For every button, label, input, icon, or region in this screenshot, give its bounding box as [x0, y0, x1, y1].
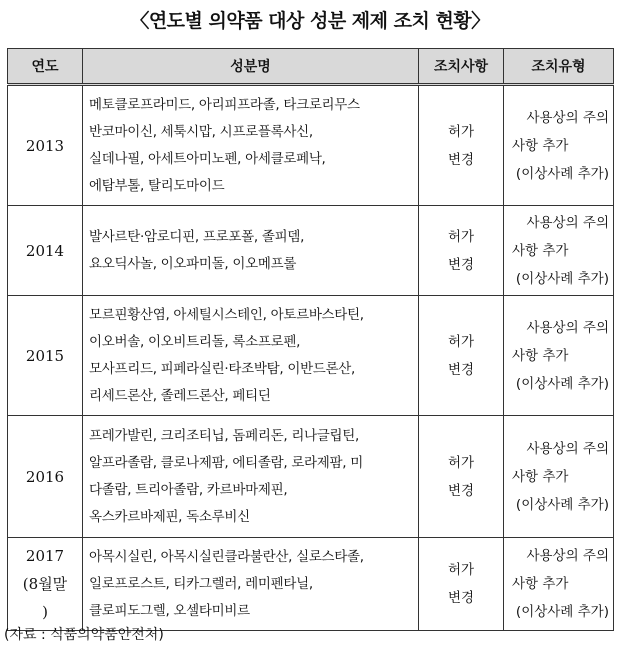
action-type-line: 사용상의 주의 — [526, 214, 609, 231]
action-type-line: 사용상의 주의 — [526, 548, 609, 564]
ingredient-line: 반코마이신, 세툭시맙, 시프로플록사신, — [89, 123, 313, 140]
year-line: 2017 — [25, 547, 65, 565]
header-row — [8, 49, 614, 85]
action-cell — [419, 206, 504, 296]
header-action-type: 조치유형 — [504, 49, 614, 85]
ingredients-cell — [83, 538, 419, 631]
action-line: 허가 — [447, 123, 475, 140]
year-cell — [8, 85, 83, 206]
header-year: 연도 — [8, 49, 83, 85]
table-row — [8, 416, 614, 538]
year-line: 2014 — [25, 241, 65, 260]
year-cell — [8, 296, 83, 416]
action-type-line: (이상사례 추가) — [515, 604, 609, 620]
action-type-line: 사항 추가 — [512, 347, 569, 364]
action-line: 변경 — [447, 361, 475, 378]
ingredient-line: 알프라졸람, 클로나제팜, 에티졸람, 로라제팜, 미 — [89, 454, 364, 471]
year-line: 2013 — [25, 136, 65, 155]
year-line: (8월말 — [22, 575, 68, 593]
action-line: 허가 — [447, 333, 475, 350]
year-cell — [8, 538, 83, 631]
ingredient-line: 클로피도그렐, 오셀타미비르 — [89, 602, 250, 619]
header-action: 조치사항 — [419, 49, 504, 85]
action-line: 허가 — [447, 562, 475, 578]
action-type-cell — [504, 85, 614, 206]
ingredient-line: 옥스카르바제핀, 독소루비신 — [89, 508, 250, 525]
action-type-cell — [504, 296, 614, 416]
ingredients-cell — [83, 206, 419, 296]
action-type-line: 사항 추가 — [512, 576, 569, 592]
action-cell — [419, 85, 504, 206]
table-row — [8, 538, 614, 631]
action-type-line: 사항 추가 — [512, 468, 569, 485]
action-type-line: (이상사례 추가) — [515, 375, 609, 392]
action-line: 허가 — [447, 454, 475, 471]
ingredients-cell — [83, 296, 419, 416]
ingredient-line: 프레가발린, 크리조티닙, 돔페리돈, 리나글립틴, — [89, 427, 360, 444]
ingredient-line: 모사프리드, 피페라실린·타조박탐, 이반드론산, — [89, 360, 356, 377]
status-table — [7, 48, 614, 631]
action-type-cell — [504, 206, 614, 296]
header-ingredients: 성분명 — [83, 49, 419, 85]
ingredient-line: 발사르탄·암로디핀, 프로포폴, 졸피뎀, — [89, 228, 305, 245]
source-note: (자료 : 식품의약품안전처) — [4, 627, 164, 643]
ingredient-line: 요오딕사놀, 이오파미돌, 이오메프롤 — [89, 255, 297, 272]
action-line: 허가 — [447, 228, 475, 245]
action-type-cell — [504, 538, 614, 631]
page-title: 〈연도별 의약품 대상 성분 제제 조치 현황〉 — [130, 10, 490, 32]
ingredients-cell — [83, 85, 419, 206]
action-cell — [419, 416, 504, 538]
ingredient-line: 실데나필, 아세트아미노펜, 아세클로페낙, — [89, 150, 326, 167]
action-type-line: (이상사례 추가) — [515, 496, 609, 513]
ingredient-line: 다졸람, 트리아졸람, 카르바마제핀, — [89, 481, 288, 498]
ingredient-line: 이오버솔, 이오비트리돌, 록소프로펜, — [89, 333, 301, 350]
action-line: 변경 — [447, 151, 475, 168]
ingredient-line: 리세드론산, 졸레드론산, 페티딘 — [89, 387, 271, 404]
action-type-line: 사용상의 주의 — [526, 440, 609, 457]
action-line: 변경 — [447, 590, 475, 606]
ingredients-cell — [83, 416, 419, 538]
ingredient-line: 일로프로스트, 티카그렐러, 레미펜타닐, — [89, 575, 313, 592]
year-line: ) — [42, 603, 48, 621]
table-row — [8, 85, 614, 206]
action-type-cell — [504, 416, 614, 538]
action-type-line: (이상사례 추가) — [515, 165, 609, 182]
action-type-line: 사용상의 주의 — [526, 109, 609, 126]
year-line: 2015 — [25, 346, 65, 365]
action-type-line: (이상사례 추가) — [515, 270, 609, 287]
action-cell — [419, 296, 504, 416]
action-line: 변경 — [447, 256, 475, 273]
ingredient-line: 에탐부톨, 탈리도마이드 — [89, 177, 225, 194]
year-cell — [8, 416, 83, 538]
action-cell — [419, 538, 504, 631]
year-line: 2016 — [25, 467, 65, 486]
table-row — [8, 206, 614, 296]
ingredient-line: 모르핀황산염, 아세틸시스테인, 아토르바스타틴, — [89, 306, 364, 323]
table-row — [8, 296, 614, 416]
action-type-line: 사항 추가 — [512, 242, 569, 259]
year-cell — [8, 206, 83, 296]
ingredient-line: 아목시실린, 아목시실린클라불란산, 실로스타졸, — [89, 548, 364, 565]
action-type-line: 사항 추가 — [512, 137, 569, 154]
action-line: 변경 — [447, 482, 475, 499]
action-type-line: 사용상의 주의 — [526, 319, 609, 336]
ingredient-line: 메토클로프라미드, 아리피프라졸, 타크로리무스 — [89, 96, 360, 113]
